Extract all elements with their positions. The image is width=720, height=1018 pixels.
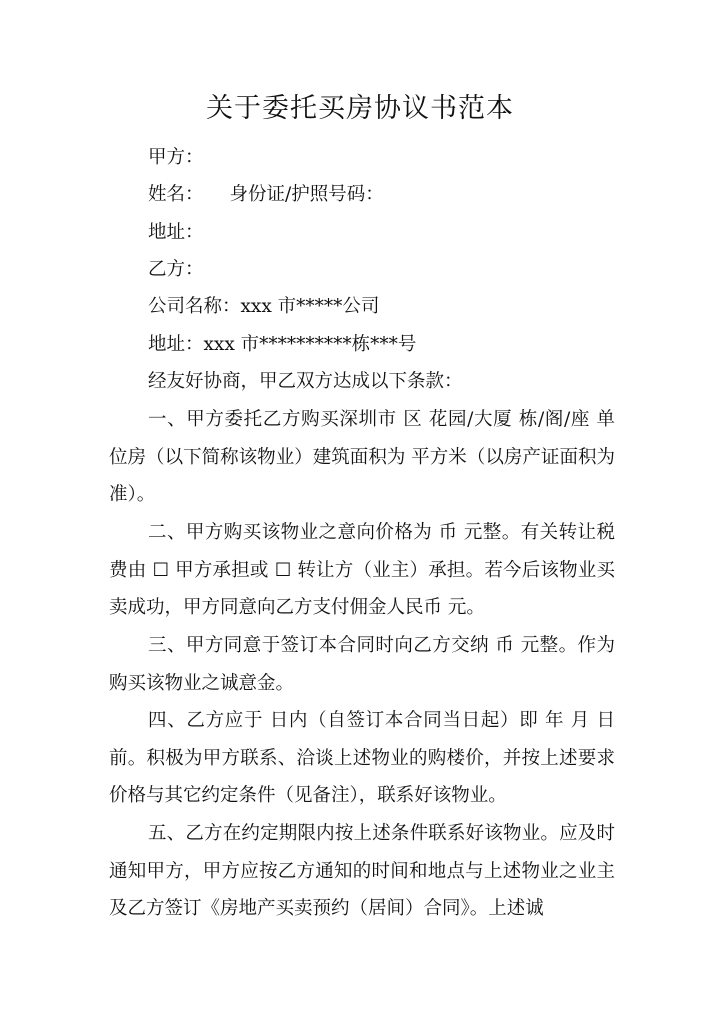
- name-id-line: [148, 183, 384, 207]
- address-a: 地址：: [148, 222, 204, 243]
- document-title: 关于委托买房协议书范本: [206, 93, 514, 124]
- party-a-label: 甲方：: [148, 147, 204, 168]
- name-label: 姓名：: [148, 184, 204, 205]
- intro-text: 经友好协商，甲乙双方达成以下条款：: [148, 371, 463, 392]
- id-label: 身份证/护照号码：: [229, 184, 384, 205]
- clause-5: 五、乙方在约定期限内按上述条件联系好该物业。应及时通知甲方，甲方应按乙方通知的时间和地点与上述物业之业主及乙方签订《房地产买卖预约（居间）合同》。上述诚: [109, 823, 615, 919]
- clause-2: 二、甲方购买该物业之意向价格为 币 元整。有关转让税费由 ☐ 甲方承担或 ☐ 转让方（业主）承担。若今后该物业买卖成功，甲方同意向乙方支付佣金人民币 元。: [109, 522, 615, 618]
- clause-3: 三、甲方同意于签订本合同时向乙方交纳 币 元整。作为购买该物业之诚意金。: [109, 635, 615, 694]
- company-name: 公司名称：xxx 市*****公司: [148, 296, 380, 317]
- party-b-label: 乙方：: [148, 259, 204, 280]
- address-b: 地址：xxx 市**********栋***号: [148, 334, 417, 355]
- clause-1: 一、甲方委托乙方购买深圳市 区 花园/大厦 栋/阁/座 单位房（以下简称该物业）建筑面积为 平方米（以房产证面积为准）。: [109, 409, 615, 505]
- clause-4: 四、乙方应于 日内（自签订本合同当日起）即 年 月 日 前。积极为甲方联系、洽谈上述物业的购楼价，并按上述要求价格与其它约定条件（见备注），联系好该物业。: [109, 710, 615, 806]
